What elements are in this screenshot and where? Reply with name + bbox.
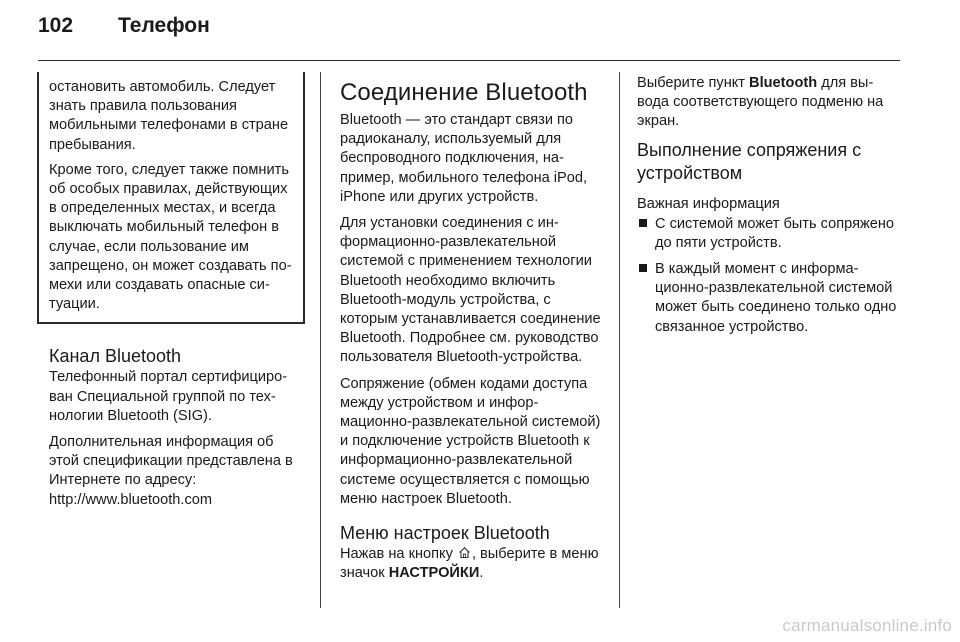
intro-text: Выберите пункт: [637, 75, 750, 91]
important-info-heading: Важная информация: [637, 195, 780, 212]
intro-text: для вывода соответствующего подменю на экран.: [637, 75, 884, 130]
list-item-text: С системой может быть сопряжено до пяти устройств.: [655, 215, 895, 251]
watermark: carmanualsonline.info: [782, 616, 952, 635]
intro-paragraph: [637, 74, 899, 132]
settings-label: НАСТРОЙКИ: [388, 565, 480, 582]
menu-text: , выберите в меню значок: [340, 546, 599, 582]
menu-text-end: .: [479, 565, 484, 582]
column-1: [49, 72, 302, 517]
note-paragraph: остановить автомобиль. Следует знать правила пользования мобильными телефонами в стране пребывания.: [49, 79, 289, 153]
safety-note-box: [37, 72, 305, 324]
bullet-square-icon: [639, 219, 647, 227]
page-number: 102: [38, 14, 74, 37]
section-heading-bluetooth-channel: Канал Bluetooth: [49, 346, 182, 367]
column-divider-right: [619, 72, 620, 608]
bullet-square-icon: [639, 264, 647, 272]
paragraph: Сопряжение (обмен кодами доступа между устройством и информационно-развлекательной системой) и подключение устройств Bluetooth к информационно-развлекательной системе осуществляется с помощью меню настроек Bluetooth.: [340, 375, 601, 507]
list-item-text: В каждый момент с информационно-развлекательной системой может быть соединено только одно связанное устройство.: [655, 261, 897, 335]
subheading-bluetooth-settings-menu: Меню настроек Bluetooth: [340, 523, 550, 544]
paragraph: Телефонный портал сертифицирован Специальной группой по технологии Bluetooth (SIG).: [49, 369, 288, 424]
list-item: [637, 215, 899, 253]
section-heading-pairing: Выполнение сопряжения с устройством: [637, 139, 862, 183]
paragraph: Дополнительная информация об этой спецификации представлена в Интернете по адресу: http://www.bluetooth.com: [49, 434, 293, 508]
paragraph: Для установки соединения с информационно-развлекательной системой с применением технологии Bluetooth необходимо включить Bluetooth-модуль устройства, с которым устанавливается соединение Bluetooth. Подробнее см. руководство пользователя Bluetooth-устройства.: [340, 215, 601, 366]
column-2: [340, 78, 602, 590]
header-rule: [38, 60, 900, 61]
menu-instruction: [340, 545, 602, 583]
list-item: [637, 260, 899, 337]
note-paragraph: Кроме того, следует также помнить об особых правилах, действующих в определенных местах, и всегда выключать мобильный телефон в случае, если пользование им запрещено, он может создавать помехи или создавать опасные ситуации.: [49, 161, 292, 313]
section-heading-bluetooth-connection: Соединение Bluetooth: [340, 79, 588, 106]
column-divider-left: [320, 72, 321, 608]
menu-text: Нажав на кнопку: [340, 546, 457, 563]
page-title: Телефон: [118, 14, 210, 37]
paragraph: Bluetooth — это стандарт связи по радиоканалу, используемый для беспроводного подключения, например, мобильного телефона iPod, iPhone или других устройств.: [340, 112, 588, 205]
important-info-list: [637, 215, 899, 337]
column-3: [637, 74, 899, 344]
home-icon: [458, 546, 471, 559]
bluetooth-menu-item: Bluetooth: [749, 75, 818, 91]
